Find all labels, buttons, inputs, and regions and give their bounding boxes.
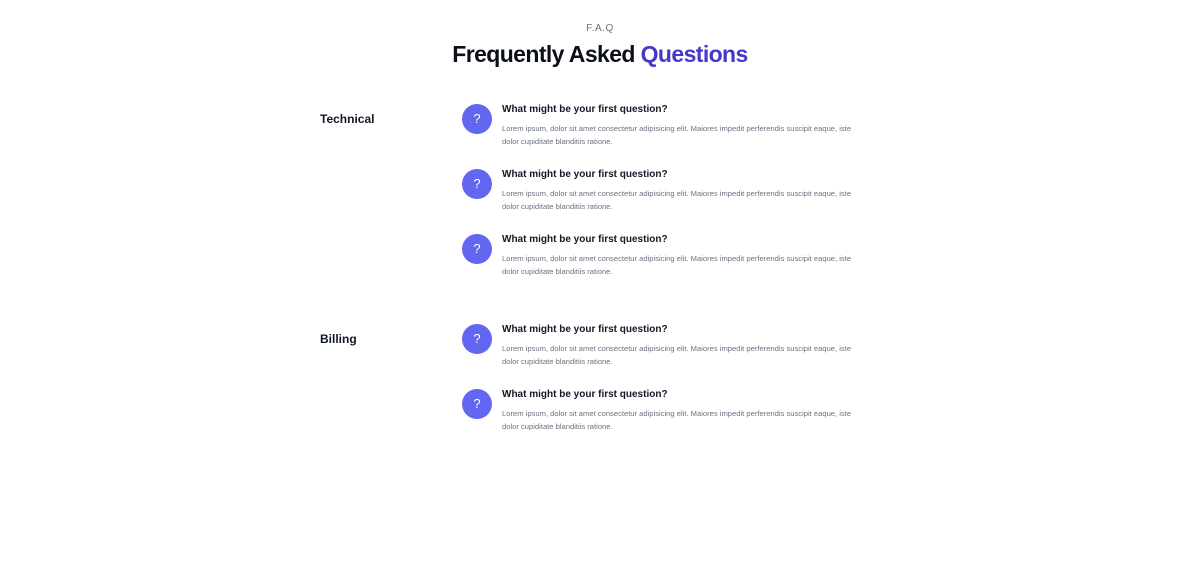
faq-item: [462, 234, 882, 299]
faq-item: [462, 389, 882, 454]
faq-list-technical: [462, 104, 882, 299]
faq-question: What might be your first question?: [502, 389, 668, 400]
faq-item: [462, 169, 882, 234]
faq-answer: Lorem ipsum, dolor sit amet consectetur adipisicing elit. Maiores impedit perferendis suscipit eaque, iste dolor cupiditate blanditiis ratione.: [502, 124, 852, 146]
question-mark-icon: ?: [462, 104, 492, 134]
faq-text: [502, 324, 867, 368]
faq-text: [502, 169, 867, 213]
question-mark-icon: ?: [462, 234, 492, 264]
title-accent: Questions: [640, 41, 748, 67]
faq-question: What might be your first question?: [502, 234, 668, 245]
page-title: [0, 38, 1200, 70]
faq-answer: Lorem ipsum, dolor sit amet consectetur adipisicing elit. Maiores impedit perferendis suscipit eaque, iste dolor cupiditate blanditiis ratione.: [502, 344, 852, 366]
faq-text: [502, 104, 867, 148]
question-mark-icon: ?: [462, 389, 492, 419]
faq-answer: Lorem ipsum, dolor sit amet consectetur adipisicing elit. Maiores impedit perferendis suscipit eaque, iste dolor cupiditate blanditiis ratione.: [502, 189, 852, 211]
faq-question: What might be your first question?: [502, 104, 668, 115]
faq-answer: Lorem ipsum, dolor sit amet consectetur adipisicing elit. Maiores impedit perferendis suscipit eaque, iste dolor cupiditate blanditiis ratione.: [502, 254, 852, 276]
faq-list-billing: [462, 324, 882, 454]
category-label-billing: Billing: [320, 332, 357, 346]
title-main: Frequently Asked: [452, 41, 635, 67]
question-mark-icon: ?: [462, 324, 492, 354]
faq-question: What might be your first question?: [502, 169, 668, 180]
faq-item: [462, 104, 882, 169]
faq-answer: Lorem ipsum, dolor sit amet consectetur adipisicing elit. Maiores impedit perferendis suscipit eaque, iste dolor cupiditate blanditiis ratione.: [502, 409, 852, 431]
question-mark-icon: ?: [462, 169, 492, 199]
eyebrow-label: F.A.Q: [586, 23, 614, 34]
faq-text: [502, 389, 867, 433]
faq-text: [502, 234, 867, 278]
faq-question: What might be your first question?: [502, 324, 668, 335]
faq-header: [0, 22, 1200, 70]
category-label-technical: Technical: [320, 112, 375, 126]
faq-item: [462, 324, 882, 389]
